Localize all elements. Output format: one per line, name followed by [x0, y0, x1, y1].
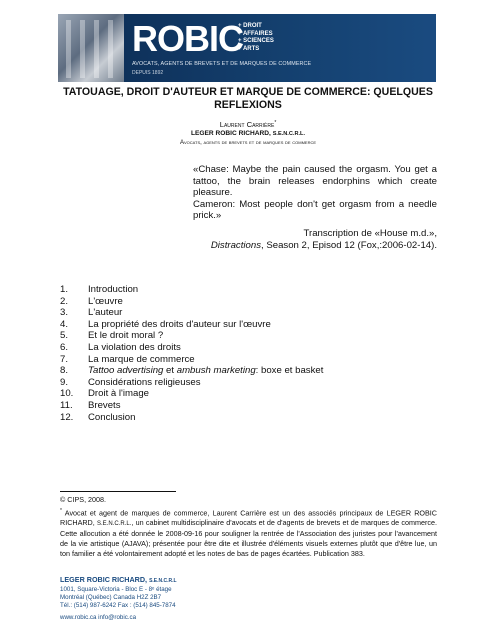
firm-name: LEGER ROBIC RICHARD,	[190, 130, 271, 137]
tag-sciences: + SCIENCES	[238, 38, 274, 44]
toc-number: 1.	[60, 284, 69, 295]
quote-line-cameron: Cameron: Most people don't get orgasm from a needle prick.»	[193, 198, 437, 222]
toc-tail: : boxe et basket	[255, 365, 324, 377]
toc-text: Considérations religieuses	[88, 376, 201, 388]
toc-item	[60, 296, 440, 308]
toc-text: La violation des droits	[88, 341, 181, 353]
toc-number: 6.	[60, 341, 69, 353]
source-line-1: Transcription de «House m.d.»,	[303, 228, 437, 239]
toc-text: Droit à l'image	[88, 388, 150, 400]
toc-item	[60, 377, 440, 389]
footer-phone: Tél.: (514) 987-6242 Fax : (514) 845-7874	[60, 602, 176, 609]
source-episode-details: , Season 2, Episod 12 (Fox,:2006-02-14).	[261, 240, 437, 251]
toc-italic-tattoo: Tattoo advertising	[88, 365, 164, 377]
footer-name-text: LEGER ROBIC RICHARD,	[60, 575, 148, 584]
toc-text: Brevets	[88, 399, 121, 411]
firm-subtitle: Avocats, agents de brevets et de marques de commerce	[179, 140, 317, 146]
toc-text: L'auteur	[88, 307, 123, 319]
toc-text: Introduction	[88, 284, 139, 295]
toc-number: 2.	[60, 295, 69, 307]
footnote-text-2: , un cabinet multidisciplinaire d'avocats et de d'agents de brevets et de marques de commerce. Cette allocution a été donnée le 2008-09-16 pour souligner la rentrée de l'Association des juristes pour l'avancement de la vie artistique (AJAVA); présentée pour être dite et illustrée d'éléments visuels externes plutôt que d'être lue, un ton familier a été volontairement adopté et les notes de bas de pages écartées. Publication 383.	[60, 518, 437, 559]
toc-number: 9.	[60, 376, 69, 388]
toc-item	[60, 284, 440, 296]
toc-number: 11.	[60, 399, 73, 411]
banner-since: DEPUIS 1892	[132, 70, 164, 76]
banner-photo	[58, 14, 124, 82]
toc-item	[60, 400, 440, 412]
toc-number: 10.	[60, 388, 74, 400]
toc-item	[60, 330, 440, 342]
toc-text: La propriété des droits d'auteur sur l'œuvre	[88, 318, 271, 330]
banner-tags	[238, 23, 274, 53]
toc-number: 7.	[60, 353, 69, 365]
footer-address-1: 1001, Square-Victoria - Bloc E - 8ᵉ étage	[60, 586, 172, 593]
toc-item	[60, 365, 440, 377]
footnote-divider	[60, 491, 176, 492]
toc-connector: et	[163, 365, 177, 377]
toc-item	[60, 354, 440, 366]
toc-text: Et le droit moral ?	[88, 330, 164, 342]
toc-number: 8.	[60, 365, 69, 377]
footer-name-suffix: S.E.N.C.R.L	[149, 578, 177, 584]
toc-number: 5.	[60, 330, 69, 342]
footer-web-link[interactable]: www.robic.ca info@robic.ca	[60, 614, 137, 621]
toc-text: Conclusion	[88, 411, 136, 423]
footnote-mark: *	[60, 508, 62, 514]
author-name: Laurent Carrière	[219, 120, 275, 130]
tag-arts: + ARTS	[238, 45, 260, 52]
source-line-2	[160, 240, 437, 252]
tag-affaires: + AFFAIRES	[238, 30, 273, 37]
firm-suffix: S.E.N.C.R.L.	[272, 131, 306, 137]
author-footnote	[60, 506, 437, 559]
epigraph-source	[160, 228, 437, 252]
document-title: TATOUAGE, DROIT D'AUTEUR ET MARQUE DE COMMERCE: QUELQUES REFLEXIONS	[63, 86, 433, 111]
source-episode-title: Distractions	[210, 240, 261, 251]
epigraph-quote	[193, 164, 437, 222]
footnote-firm-suffix: S.E.N.C.R.L.	[97, 521, 132, 528]
banner-tagline: AVOCATS, AGENTS DE BREVETS ET DE MARQUES DE COMMERCE	[132, 61, 312, 67]
author-note-mark: *	[274, 120, 277, 126]
toc-item	[60, 307, 440, 319]
toc-item	[60, 342, 440, 354]
copyright-notice: © CIPS, 2008.	[60, 495, 107, 504]
toc-item	[60, 319, 440, 331]
toc-italic-ambush: ambush marketing	[176, 365, 256, 377]
firm-footer	[60, 575, 360, 622]
toc-item	[60, 388, 440, 400]
toc-number: 4.	[60, 318, 69, 330]
footnote-text-1: Avocat et agent de marques de commerce, Laurent Carrière est un des associés principaux de LEGER ROBIC RICHARD,	[60, 508, 437, 528]
toc-text	[88, 365, 323, 377]
footer-address-2: Montréal (Québec) Canada H2Z 2B7	[60, 594, 162, 601]
firm-name-line	[60, 129, 436, 139]
toc-number: 12.	[60, 411, 74, 423]
header-banner	[58, 14, 436, 82]
toc-text: La marque de commerce	[88, 353, 195, 365]
toc-number: 3.	[60, 307, 69, 319]
quote-line-chase: «Chase: Maybe the pain caused the orgasm. You get a tattoo, the brain releases endorphins which create pleasure.	[193, 164, 437, 199]
footer-firm-name	[60, 575, 360, 586]
toc-text: L'œuvre	[88, 295, 123, 307]
toc-item	[60, 412, 440, 424]
tag-droit: + DROIT	[238, 23, 262, 29]
table-of-contents	[60, 284, 440, 423]
robic-logo: ROBIC	[132, 18, 243, 59]
